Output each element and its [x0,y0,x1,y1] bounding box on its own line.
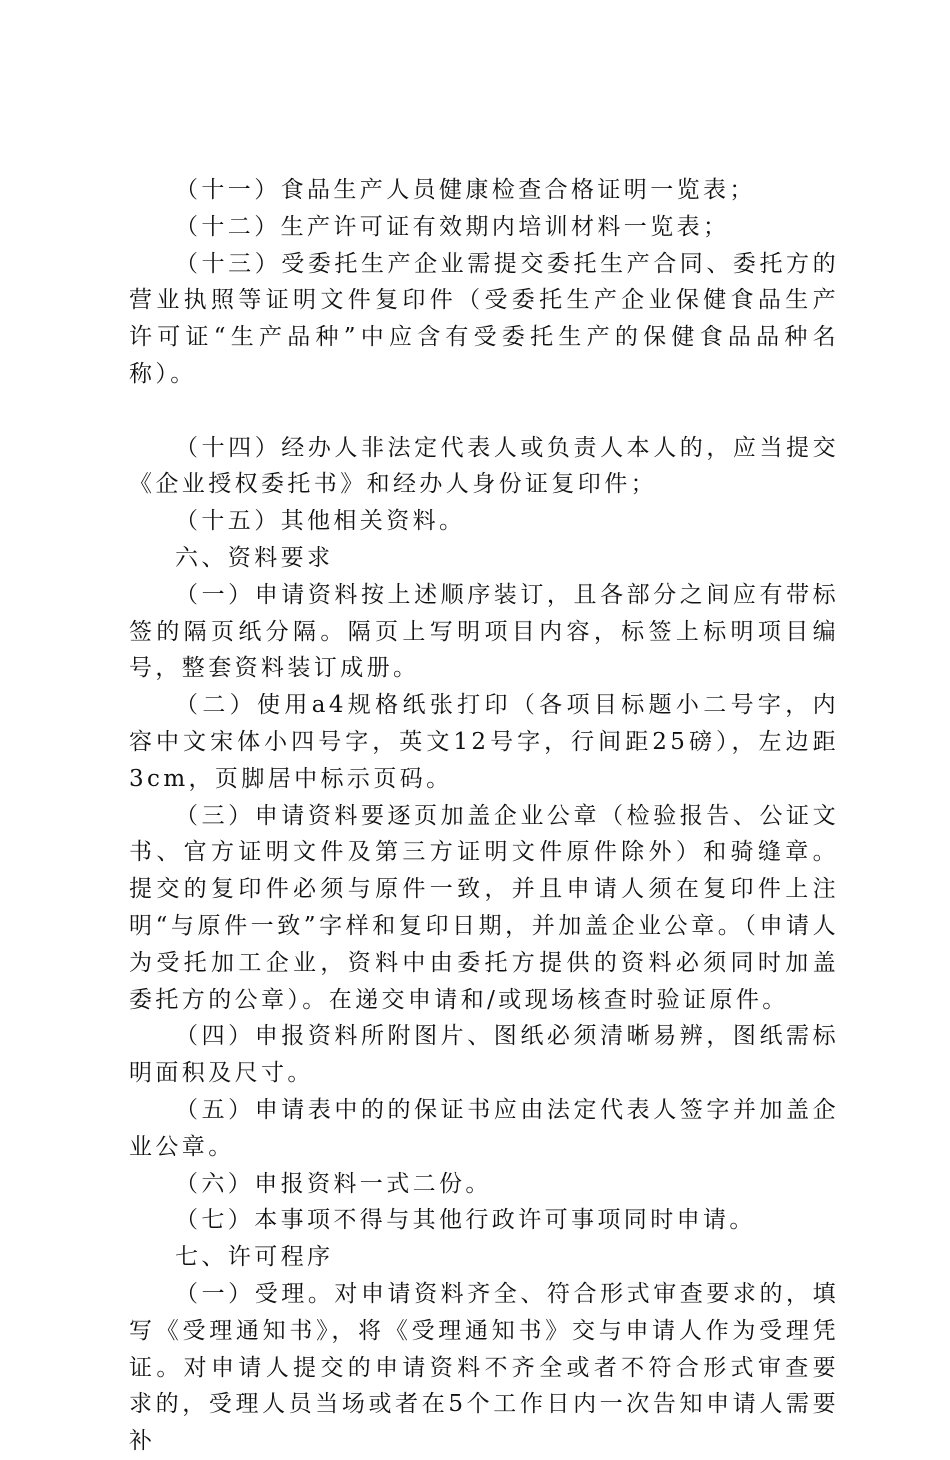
paragraph-requirement-5: （五）申请表中的的保证书应由法定代表人签字并加盖企业公章。 [129,1096,839,1160]
paragraph-requirement-3: （三）申请资料要逐页加盖企业公章（检验报告、公证文书、官方证明文件及第三方证明文件原件除外）和骑缝章。提交的复印件必须与原件一致，并且申请人须在复印件上注明“与原件一致”字样和复印日期，并加盖企业公章。（申请人为受托加工企业，资料中由委托方提供的资料必须同时加盖委托方的公章）。在递交申请和/或现场核查时验证原件。 [129,802,839,1013]
paragraph-item-14: （十四）经办人非法定代表人或负责人本人的，应当提交《企业授权委托书》和经办人身份证复印件； [129,434,839,498]
document-body [129,172,839,1460]
paragraph-requirement-7: （七）本事项不得与其他行政许可事项同时申请。 [175,1207,756,1234]
paragraph-item-13: （十三）受委托生产企业需提交委托生产合同、委托方的营业执照等证明文件复印件（受委托生产企业保健食品生产许可证“生产品种”中应含有受委托生产的保健食品品种名称）。 [129,250,839,387]
paragraph-procedure-1: （一）受理。对申请资料齐全、符合形式审查要求的，填写《受理通知书》，将《受理通知书》交与申请人作为受理凭证。对申请人提交的申请资料不齐全或者不符合形式审查要求的，受理人员当场或者在5个工作日内一次告知申请人需要补 [129,1280,839,1455]
paragraph-requirement-1: （一）申请资料按上述顺序装订，且各部分之间应有带标签的隔页纸分隔。隔页上写明项目内容，标签上标明项目编号，整套资料装订成册。 [129,581,839,682]
section-heading-license-procedure: 七、许可程序 [175,1244,334,1271]
paragraph-requirement-2: （二）使用a4规格纸张打印（各项目标题小二号字，内容中文宋体小四号字，英文12号字，行间距25磅），左边距3cm，页脚居中标示页码。 [129,692,839,792]
section-heading-materials-requirements: 六、资料要求 [175,544,334,571]
paragraph-item-11: （十一）食品生产人员健康检查合格证明一览表； [175,177,756,203]
paragraph-item-12: （十二）生产许可证有效期内培训材料一览表； [175,213,730,240]
paragraph-requirement-4: （四）申报资料所附图片、图纸必须清晰易辨，图纸需标明面积及尺寸。 [129,1023,839,1087]
paragraph-requirement-6: （六）申报资料一式二份。 [175,1170,492,1197]
paragraph-item-15: （十五）其他相关资料。 [175,508,466,535]
